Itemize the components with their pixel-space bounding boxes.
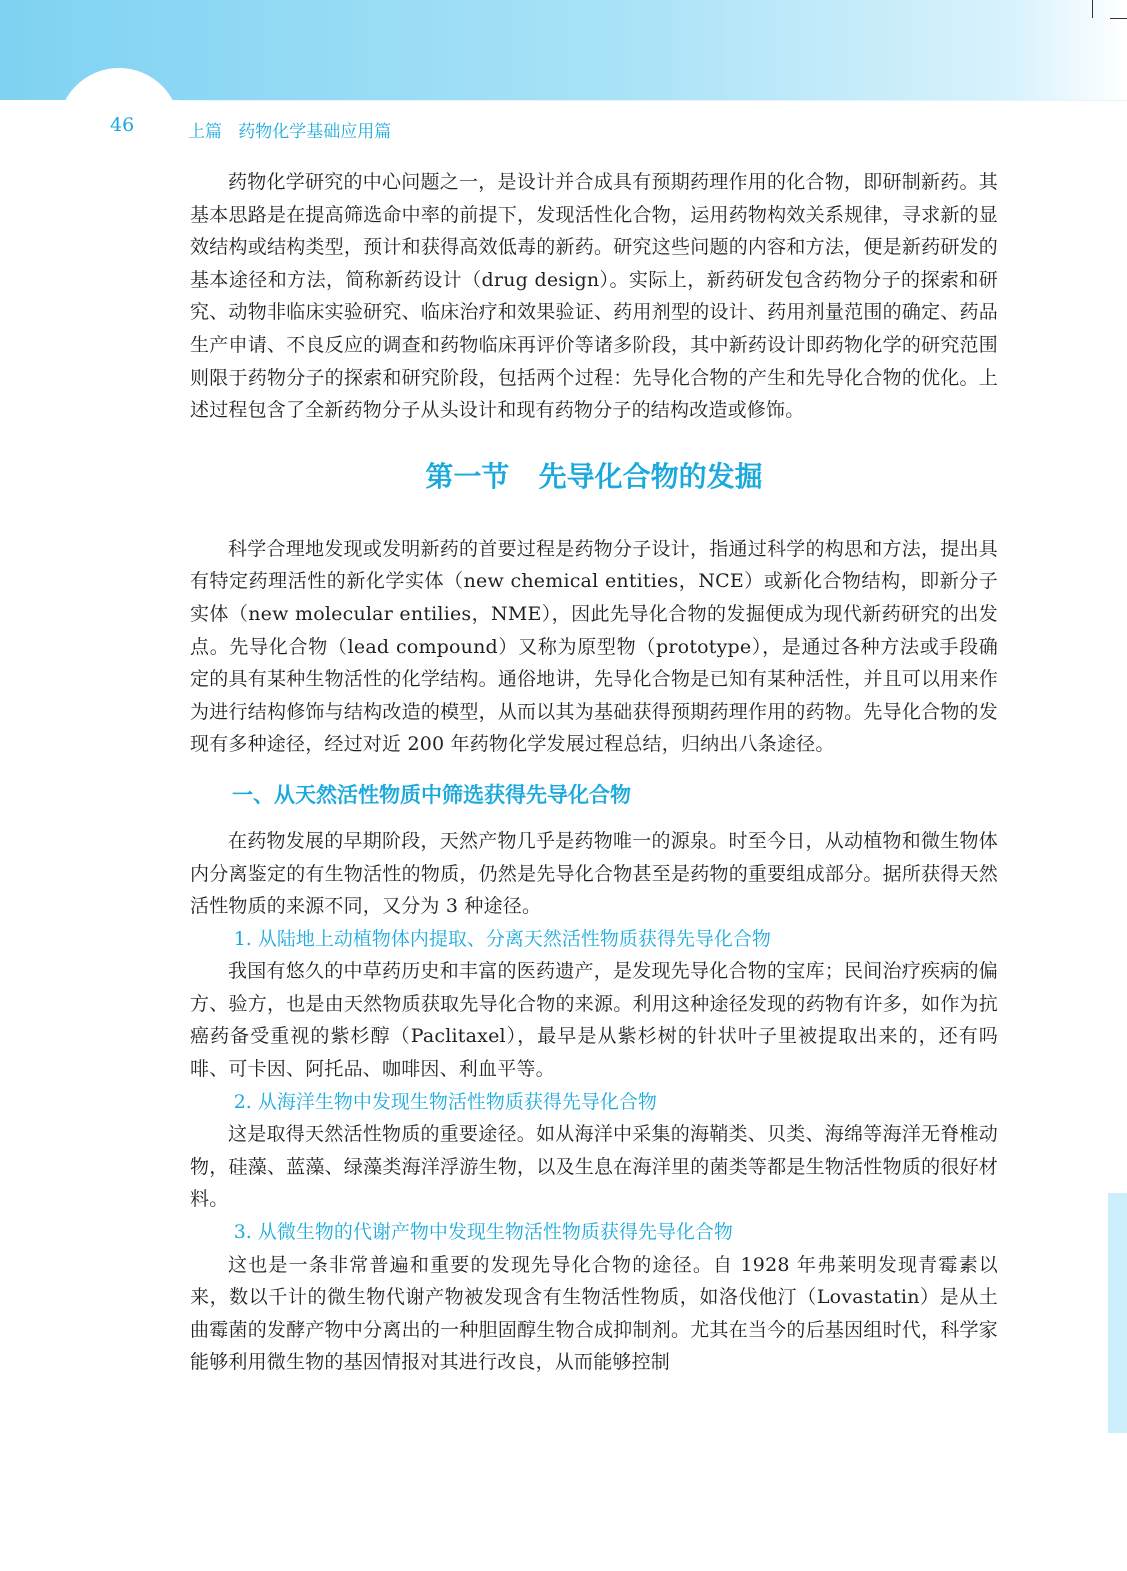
crop-mark — [1110, 18, 1127, 19]
side-tab-decoration — [1108, 1193, 1127, 1433]
item-title-3: 3. 从微生物的代谢产物中发现生物活性物质获得先导化合物 — [233, 1221, 733, 1244]
item-text-1: 我国有悠久的中草药历史和丰富的医药遗产，是发现先导化合物的宝库；民间治疗疾病的偏方、验方，也是由天然物质获取先导化合物的来源。利用这种途径发现的药物有许多，如作为抗癌药备受重视的紫杉醇（Paclitaxel），最早是从紫杉树的针状叶子里被提取出来的，还有吗啡、可卡因、阿托品、咖啡因、利血平等。 — [190, 960, 998, 1081]
page-number: 46 — [110, 114, 135, 136]
running-head: 上篇 药物化学基础应用篇 — [188, 122, 392, 142]
intro-paragraph: 药物化学研究的中心问题之一，是设计并合成具有预期药理作用的化合物，即研制新药。其基本思路是在提高筛选命中率的前提下，发现活性化合物，运用药物构效关系规律，寻求新的显效结构或结构类型，预计和获得高效低毒的新药。研究这些问题的内容和方法，便是新药研发的基本途径和方法，简称新药设计（drug design）。实际上，新药研发包含药物分子的探索和研究、动物非临床实验研究、临床治疗和效果验证、药用剂型的设计、药用剂量范围的确定、药品生产申请、不良反应的调查和药物临床再评价等诸多阶段，其中新药设计即药物化学的研究范围则限于药物分子的探索和研究阶段，包括两个过程：先导化合物的产生和先导化合物的优化。上述过程包含了全新药物分子从头设计和现有药物分子的结构改造或修饰。 — [190, 171, 998, 422]
subsection-paragraph: 在药物发展的早期阶段，天然产物几乎是药物唯一的源泉。时至今日，从动植物和微生物体内分离鉴定的有生物活性的物质，仍然是先导化合物甚至是药物的重要组成部分。据所获得天然活性物质的来源不同，又分为 3 种途径。 — [190, 829, 998, 918]
subsection-title: 一、从天然活性物质中筛选获得先导化合物 — [232, 782, 631, 807]
item-text-3: 这也是一条非常普遍和重要的发现先导化合物的途径。自 1928 年弗莱明发现青霉素以来，数以千计的微生物代谢产物被发现含有生物活性物质，如洛伐他汀（Lovastatin）是从土曲霉菌的发酵产物中分离出的一种胆固醇生物合成抑制剂。尤其在当今的后基因组时代，科学家能够利用微生物的基因情报对其进行改良，从而能够控制 — [190, 1253, 998, 1374]
item-title-2: 2. 从海洋生物中发现生物活性物质获得先导化合物 — [233, 1090, 657, 1113]
header-divider — [180, 100, 1127, 101]
header-band — [0, 0, 1127, 100]
section-paragraph: 科学合理地发现或发明新药的首要过程是药物分子设计，指通过科学的构思和方法，提出具有特定药理活性的新化学实体（new chemical entities，NCE）或新化合物结构，即新分子实体（new molecular entilies，NME），因此先导化合物的发掘便成为现代新药研究的出发点。先导化合物（lead compound）又称为原型物（prototype），是通过各种方法或手段确定的具有某种生物活性的化学结构。通俗地讲，先导化合物是已知有某种活性，并且可以用来作为进行结构修饰与结构改造的模型，从而以其为基础获得预期药理作用的药物。先导化合物的发现有多种途径，经过对近 200 年药物化学发展过程总结，归纳出八条途径。 — [190, 537, 998, 756]
crop-mark — [1092, 0, 1111, 18]
item-title-1: 1. 从陆地上动植物体内提取、分离天然活性物质获得先导化合物 — [233, 927, 771, 950]
page-content — [190, 166, 998, 1379]
item-text-2: 这是取得天然活性物质的重要途径。如从海洋中采集的海鞘类、贝类、海绵等海洋无脊椎动物，硅藻、蓝藻、绿藻类海洋浮游生物，以及生息在海洋里的菌类等都是生物活性物质的很好材料。 — [190, 1123, 998, 1211]
section-title: 第一节 先导化合物的发掘 — [425, 459, 763, 493]
